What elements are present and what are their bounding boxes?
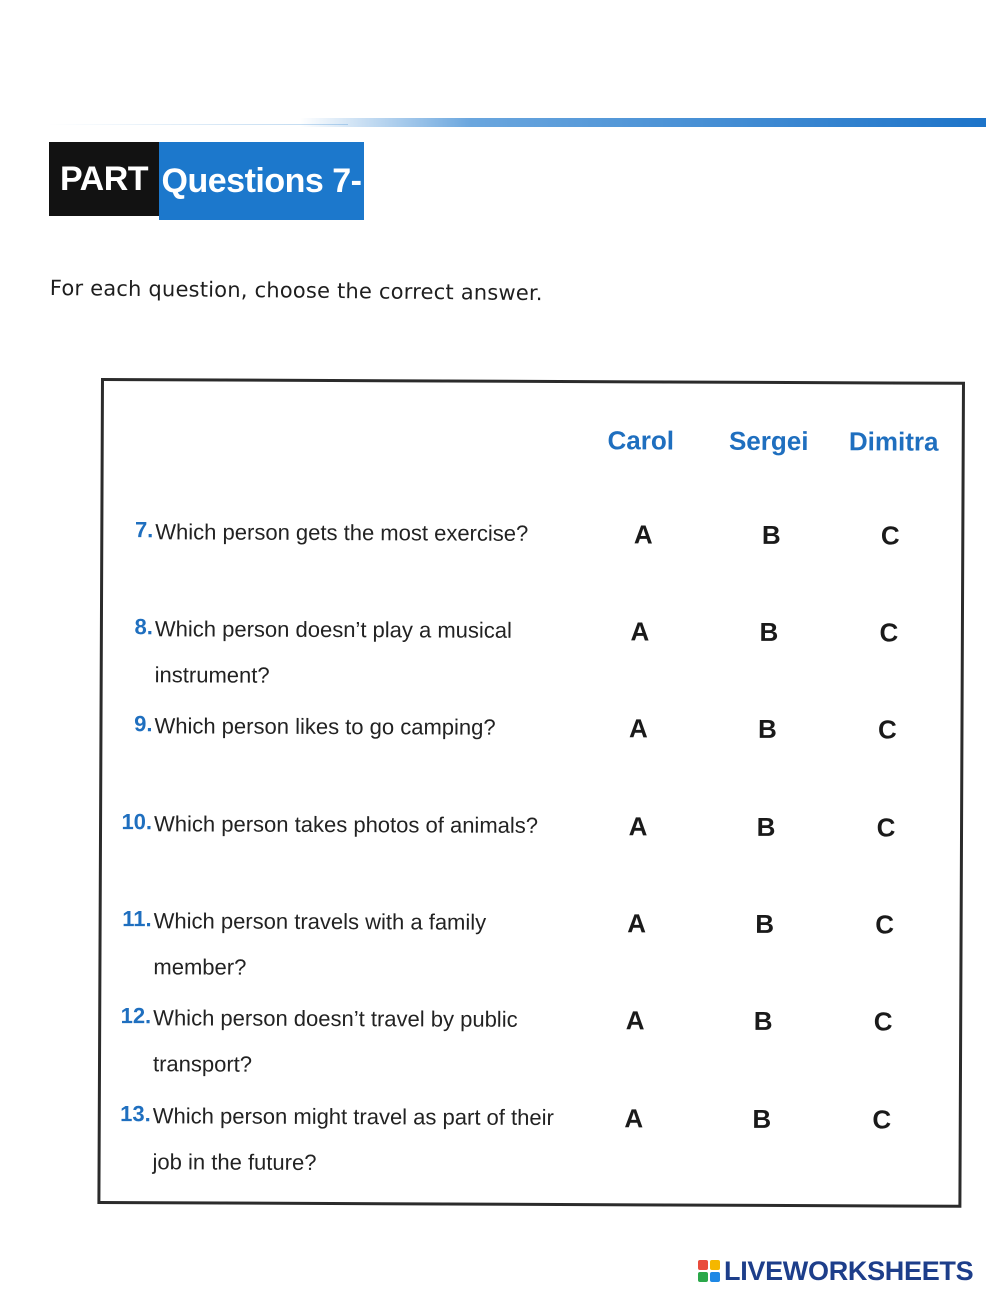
column-header-carol: Carol: [607, 425, 675, 456]
option-c[interactable]: C: [873, 1006, 893, 1037]
question-number: 13.: [120, 1101, 151, 1127]
question-number: 9.: [134, 711, 153, 737]
option-b[interactable]: B: [759, 616, 779, 647]
question-text: Which person doesn’t travel by public transport?: [152, 1005, 518, 1077]
option-c[interactable]: C: [872, 1104, 892, 1135]
table-row: [103, 606, 961, 688]
question-text: Which person takes photos of animals?: [154, 811, 539, 838]
liveworksheets-logo[interactable]: [698, 1255, 973, 1287]
question-number: 8.: [134, 614, 153, 640]
option-c[interactable]: C: [879, 617, 899, 648]
column-header-dimitra: Dimitra: [848, 426, 939, 457]
question-number: 7.: [134, 517, 154, 543]
question-text: Which person travels with a family member?: [153, 908, 487, 980]
part-label: PART 2: [49, 142, 159, 216]
column-header-sergei: Sergei: [728, 425, 809, 457]
option-c[interactable]: C: [876, 812, 896, 843]
table-row: [103, 509, 961, 551]
option-c[interactable]: C: [875, 909, 895, 940]
option-a[interactable]: A: [627, 908, 647, 939]
option-a[interactable]: A: [625, 1005, 645, 1036]
question-text: Which person gets the most exercise?: [155, 519, 529, 546]
question-number: 11.: [122, 906, 152, 932]
option-c[interactable]: C: [878, 714, 897, 745]
option-b[interactable]: B: [758, 713, 777, 744]
brand-blocks-icon: [698, 1260, 720, 1282]
table-row: [102, 898, 960, 980]
option-b[interactable]: B: [756, 811, 776, 842]
table-row: [103, 703, 961, 745]
option-a[interactable]: A: [633, 519, 653, 550]
table-row: [101, 1093, 959, 1175]
option-a[interactable]: A: [624, 1103, 644, 1134]
questions-label: Questions 7-13: [159, 142, 364, 220]
option-c[interactable]: C: [880, 520, 900, 551]
option-b[interactable]: B: [753, 1005, 773, 1036]
table-row: [101, 995, 959, 1077]
question-number: 12.: [120, 1003, 152, 1029]
option-b[interactable]: B: [752, 1103, 772, 1134]
option-b[interactable]: B: [761, 519, 781, 550]
question-number: 10.: [121, 809, 153, 835]
question-text: Which person might travel as part of their job in the future?: [152, 1103, 554, 1175]
question-text: Which person doesn’t play a musical instrument?: [154, 616, 513, 688]
option-a[interactable]: A: [628, 811, 648, 842]
question-text: Which person likes to go camping?: [154, 713, 496, 740]
option-a[interactable]: A: [630, 616, 650, 647]
option-b[interactable]: B: [755, 908, 775, 939]
option-a[interactable]: A: [629, 713, 648, 744]
header-rule: [300, 118, 986, 127]
brand-name: LIVEWORKSHEETS: [724, 1255, 974, 1286]
question-table: [97, 378, 965, 1208]
table-row: [102, 801, 960, 843]
instruction-text: For each question, choose the correct answer.: [49, 276, 543, 306]
